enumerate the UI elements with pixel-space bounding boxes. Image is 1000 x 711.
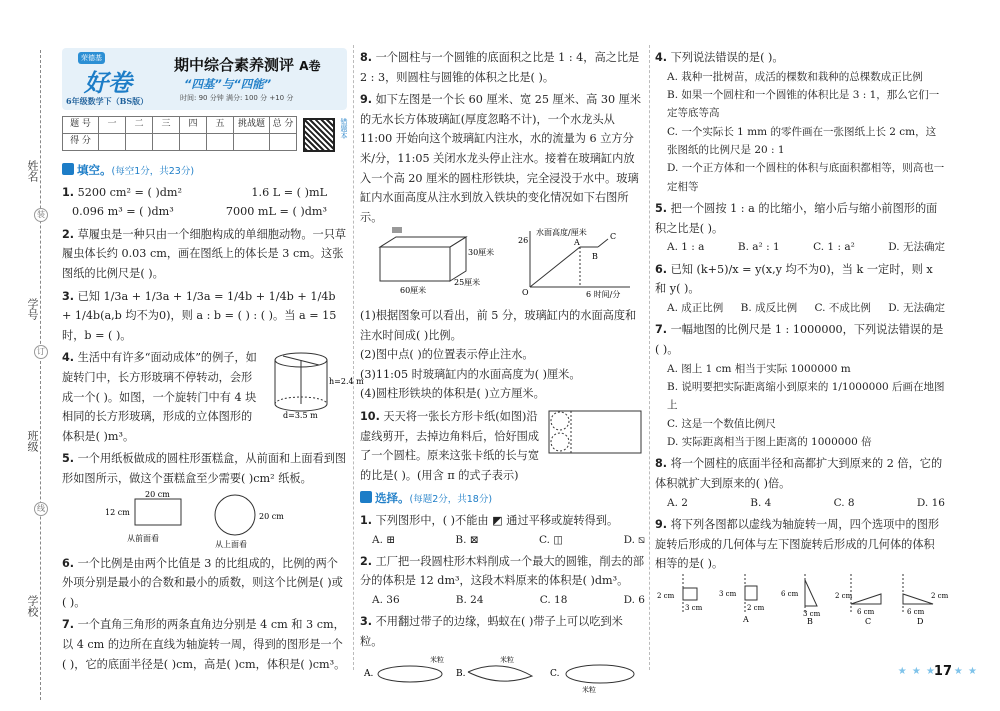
score-cell: 挑战题 [234,117,270,134]
option-d[interactable]: D. 无法确定 [888,301,945,314]
title-text: 期中综合素养测评 [174,56,295,74]
option-d[interactable]: D. 6 [623,594,645,607]
question-text: 将下列各图都以虚线为轴旋转一周，四个选项中的图形旋转后形成的几何体与左下图旋转后形成的几何体的体积相等的是( )。 [655,517,940,571]
question-1 [62,183,347,222]
score-cell: 得 分 [63,134,99,151]
option-a[interactable]: A. 图上 1 cm 相当于实际 1000000 m [667,362,851,375]
option-d[interactable]: D [917,616,924,626]
question-6 [62,554,347,613]
option-c[interactable]: C. 一个实际长 1 mm 的零件画在一张图纸上长 2 cm，这张图纸的比例尺是 20 : 1 [667,125,937,157]
score-cell: 二 [126,117,153,134]
brand-label: 荣德基 [78,52,105,64]
question-text: 草履虫是一种只由一个细胞构成的单细胞动物。一只草履虫体长约 0.03 cm，画在图纸上的体长是 3 cm。这张图纸的比例尺是( )。 [62,227,347,280]
y-axis-label: 水面高度/厘米 [536,228,587,238]
option-b[interactable]: B. 如果一个圆柱和一个圆锥的体积比是 3 : 1，那么它们一定等底等高 [667,88,940,120]
dimension-label: 3 cm [685,603,703,612]
score-area [62,116,347,158]
option-a[interactable]: A. 1 : a [667,241,705,254]
y-tick-label: 26 [518,236,529,246]
choice-options [655,494,945,512]
question-text: 将一个圆柱的底面半径和高都扩大到原来的 2 倍，它的体积就扩大到原来的( )倍。 [655,457,943,490]
question-10 [360,407,645,485]
column-3 [655,48,949,633]
student-number-label: 学号 [26,298,39,320]
logo-text: 好卷 [84,68,132,97]
tank-and-graph-figure [360,227,645,299]
score-cell[interactable] [234,134,270,151]
front-view-label: 从前面看 [126,533,159,543]
choice-1 [360,511,645,549]
question-5 [62,449,347,550]
origin-label: O [522,288,529,298]
option-d[interactable]: D. 无法确定 [888,241,945,254]
dimension-label: 6 cm [781,589,799,598]
choice-6 [655,260,945,318]
option-c[interactable]: C. 不成比例 [814,301,871,314]
qr-label: 错题本 [340,118,348,139]
question-text: 下列图形中，( )不能由 ◩ 通过平移或旋转得到。 [375,513,619,527]
rice-label: 米粒 [500,655,514,664]
score-cell: 题 号 [63,117,99,134]
column-1 [62,48,364,677]
score-cell[interactable] [126,134,153,151]
sub-question: (3)11:05 时玻璃缸内的水面高度为( )厘米。 [360,367,581,381]
question-8 [360,48,645,87]
sub-question: (1)根据图象可以看出，前 5 分，玻璃缸内的水面高度和注水时间成( )比例。 [360,308,637,342]
question-number: 2. [360,554,373,568]
name-label: 姓名 [26,160,39,182]
point-c-label: C [610,232,617,242]
section-note: (每空1分，共23分) [111,166,195,177]
question-text: 7000 mL = ( )dm³ [225,205,327,219]
question-number: 3. [360,615,373,629]
height-label: h=2.4 m [329,377,364,387]
score-cell: 三 [153,117,180,134]
option-c[interactable]: C. 这是一个数值比例尺 [667,417,776,430]
version-label: A卷 [299,59,321,73]
question-text: 已知 (k+5)/x = y(x,y 均不为0)，当 k 一定时，则 x 和 y( )。 [655,262,933,296]
rice-label: 米粒 [582,685,596,694]
fold-mark: 装 [34,208,48,222]
option-d[interactable]: D. 一个正方体和一个圆柱的体积与底面积都相等，则高也一定相等 [667,162,945,193]
revolving-door-figure [261,348,364,421]
choice-3 [360,612,645,700]
card-figure [545,407,645,457]
question-9 [360,90,645,404]
bind-mark: 订 [34,345,48,359]
option-a[interactable]: A. 栽种一批树苗，成活的棵数和栽种的总棵数成正比例 [667,70,923,83]
choice-2 [360,552,645,610]
question-number: 3. [62,289,75,303]
question-text: 一个比例是由两个比值是 3 的比组成的，比例的两个外项分别是最小的合数和最小的质数，则这个比例是( )或( )。 [62,556,343,609]
score-cell[interactable] [99,134,126,151]
top-view-label: 从上面看 [214,539,247,549]
decorative-stars-icon: ★ ★ [953,666,978,677]
page-number: 17 [933,664,952,679]
option-b[interactable]: B. ⊠ [455,533,479,546]
question-text: 5200 cm² = ( )dm² [77,185,183,199]
section-title-text: 填空。 [77,163,112,177]
score-table [62,116,297,151]
option-a[interactable]: A. 36 [372,594,400,607]
question-number: 8. [360,51,373,64]
rotation-shapes-figure [655,574,949,626]
question-text: 如下左图是一个长 60 厘米、宽 25 厘米、高 30 厘米的无水长方体玻璃缸(厚度忽略不计)，一个水龙头从 11:00 开始向这个玻璃缸内注水，水的流量为 6 立方分米/分，11:05 关闭水龙头停止注水。接着在玻璃缸内放入一个高 20 厘米的圆柱形铁块，完全浸没于水中。玻璃缸内水面高度从注水到放入铁块的变化情况如下右图所示。 [360,93,642,224]
option-b[interactable]: B. 说明要把实际距离缩小到原来的 1/1000000 后画在地图上 [667,380,945,412]
option-b[interactable]: B. 4 [750,496,772,509]
question-number: 8. [655,457,668,471]
diameter-label: 20 cm [258,511,284,521]
option-b[interactable]: B. 24 [455,594,484,607]
option-d[interactable]: D. ⧅ [623,533,645,546]
question-number: 5. [655,202,668,216]
question-3 [62,287,347,346]
dimension-label: 3 cm [803,609,821,618]
section-choice-title [360,488,645,509]
question-text: 一个用纸板做成的圆柱形蛋糕盒，从前面和上面看到图形如图所示，做这个蛋糕盒至少需要( )cm² 纸板。 [62,452,347,485]
option-b[interactable]: B. a² : 1 [737,241,780,254]
score-cell[interactable] [270,134,297,151]
question-text: 下列说法错误的是( )。 [670,51,784,64]
question-number: 4. [655,51,668,64]
option-a[interactable]: A. [364,668,374,679]
sub-question: (2)图中点( )的位置表示停止注水。 [360,348,534,362]
qr-code-icon[interactable] [303,118,335,152]
question-2 [62,225,347,284]
score-value-row [63,134,297,151]
grade-label: 6年级数学下（BS版） [66,96,149,106]
exam-subtitle: “四基”与“四能” [184,77,272,91]
question-number: 7. [655,323,668,337]
question-number: 5. [62,452,75,466]
dimension-label: 2 cm [931,591,949,600]
binding-dashed-line [40,50,41,700]
option-b[interactable]: B. 成反比例 [740,301,798,314]
column-divider [649,45,650,670]
option-c[interactable]: C [865,616,872,626]
question-number: 4. [62,351,75,365]
option-label: B. [455,533,467,546]
question-number: 9. [655,517,668,531]
choice-options [360,531,645,549]
question-text: 生活中有许多“面动成体”的例子，如旋转门中，长方形玻璃不停转动，会形成一个( )。如图，一个旋转门中有 4 块相同的长方形玻璃，形成的立体图形的体积是( )m³。 [62,351,257,443]
score-cell: 五 [207,117,234,134]
width-label: 20 cm [144,489,170,499]
rice-label: 米粒 [430,655,444,664]
score-header-row [63,117,297,134]
ribbon-figure [360,652,645,694]
column-2 [360,48,645,703]
option-c[interactable]: C. ◫ [538,533,564,546]
choice-7 [655,320,945,451]
class-label: 班级 [26,430,39,452]
x-axis-label: 6 时间/分 [586,290,621,300]
section-title-text: 选择。 [375,491,410,506]
question-number: 1. [62,185,75,199]
height-label: 12 cm [104,507,130,517]
section-badge-icon [62,163,74,175]
score-cell: 四 [180,117,207,134]
question-number: 9. [360,93,373,107]
question-number: 6. [655,262,668,276]
option-a[interactable]: A. 2 [667,496,688,509]
question-text: 不用翻过带子的边缘，蚂蚁在( )带子上可以吃到米粒。 [360,615,623,649]
decorative-stars-icon: ★ ★ ★ [897,666,936,677]
option-a[interactable]: A. 成正比例 [667,301,724,314]
choice-8 [655,454,945,512]
cake-box-figure [105,491,305,551]
score-cell[interactable] [180,134,207,151]
dimension-label: 3 cm [719,589,737,598]
school-label: 学校 [26,595,39,617]
choice-options [655,299,945,317]
dimension-label: 2 cm [835,591,853,600]
choice-4 [655,48,945,196]
question-number: 6. [62,556,75,570]
question-text: 已知 1/3a + 1/3a + 1/3a = 1/4b + 1/4b + 1/4b + 1/4b(a,b 均不为0)，则 a : b = ( ) : ( )。当 a = 15 时，b = ( )。 [62,289,337,342]
question-7 [62,615,347,674]
question-text: 天天将一张长方形卡纸(如图)沿虚线剪开，去掉边角料后，恰好围成了一个圆柱。原来这张卡纸的长与宽的比是( )。(用含 π 的式子表示) [360,409,540,482]
option-b[interactable]: B. [456,668,466,679]
choice-options [655,238,945,256]
option-a[interactable]: A [743,614,749,624]
question-text: 0.096 m³ = ( )dm³ [72,205,174,219]
option-c[interactable]: C. [550,668,560,679]
question-4 [62,348,364,446]
score-cell[interactable] [207,134,234,151]
option-d[interactable]: D. 实际距离相当于图上距离的 1000000 倍 [667,436,872,449]
question-text: 把一个圆按 1 : a 的比缩小，缩小后与缩小前图形的面积之比是( )。 [655,202,938,235]
width-label: 25厘米 [454,278,481,288]
point-b-label: B [592,252,598,262]
exam-header [62,48,347,110]
score-cell[interactable] [153,134,180,151]
dimension-label: 2 cm [747,603,765,612]
section-badge-icon [360,491,372,503]
publisher-logo [66,52,149,106]
option-label: A. [372,533,383,546]
question-text: 1.6 L = ( )mL [251,185,327,199]
score-cell: 总 分 [270,117,297,134]
diameter-label: d=3.5 m [283,411,318,421]
option-a[interactable]: A. ⊞ [372,533,396,546]
section-fill-in-title [62,160,347,181]
choice-options [360,591,645,609]
question-text: 一个圆柱与一个圆锥的底面积之比是 1 : 4，高之比是 2 : 3，则圆柱与圆锥的体积之比是( )。 [360,51,640,84]
sub-question: (4)圆柱形铁块的体积是( )立方厘米。 [360,387,545,401]
question-text: 一幅地图的比例尺是 1 : 1000000，下列说法错误的是( )。 [655,323,944,356]
choice-9 [655,515,949,630]
option-label: C. [538,533,550,546]
exam-meta: 时间: 90 分钟 满分: 100 分 +10 分 [180,94,294,102]
binding-margin [0,40,52,710]
dimension-label: 6 cm [907,607,925,616]
height-label: 30厘米 [468,248,495,258]
dimension-label: 2 cm [657,591,675,600]
length-label: 60厘米 [400,286,427,296]
option-d[interactable]: D. 16 [916,496,945,509]
option-c[interactable]: C. 18 [539,594,568,607]
point-a-label: A [574,238,580,248]
choice-5 [655,199,945,257]
question-number: 1. [360,513,373,527]
section-note: (每题2分，共18分) [409,494,493,506]
column-divider [353,45,354,670]
question-text: 工厂把一段圆柱形木料削成一个最大的圆锥，削去的部分的体积是 12 dm³，这段木料原来的体积是( )dm³。 [360,554,645,588]
question-text: 一个直角三角形的两条直角边分别是 4 cm 和 3 cm，以 4 cm 的边所在直线为轴旋转一周，得到的图形是一个( )，它的底面半径是( )cm，高是( )cm，体积是( )cm³。 [62,618,346,671]
question-number: 2. [62,227,75,241]
dimension-label: 6 cm [857,607,875,616]
option-b[interactable]: B [807,616,813,626]
question-number: 7. [62,618,75,632]
question-number: 10. [360,409,380,423]
line-mark: 线 [34,502,48,516]
option-label: D. [623,533,635,546]
option-c[interactable]: C. 1 : a² [813,241,855,254]
score-cell: 一 [99,117,126,134]
option-c[interactable]: C. 8 [833,496,855,509]
